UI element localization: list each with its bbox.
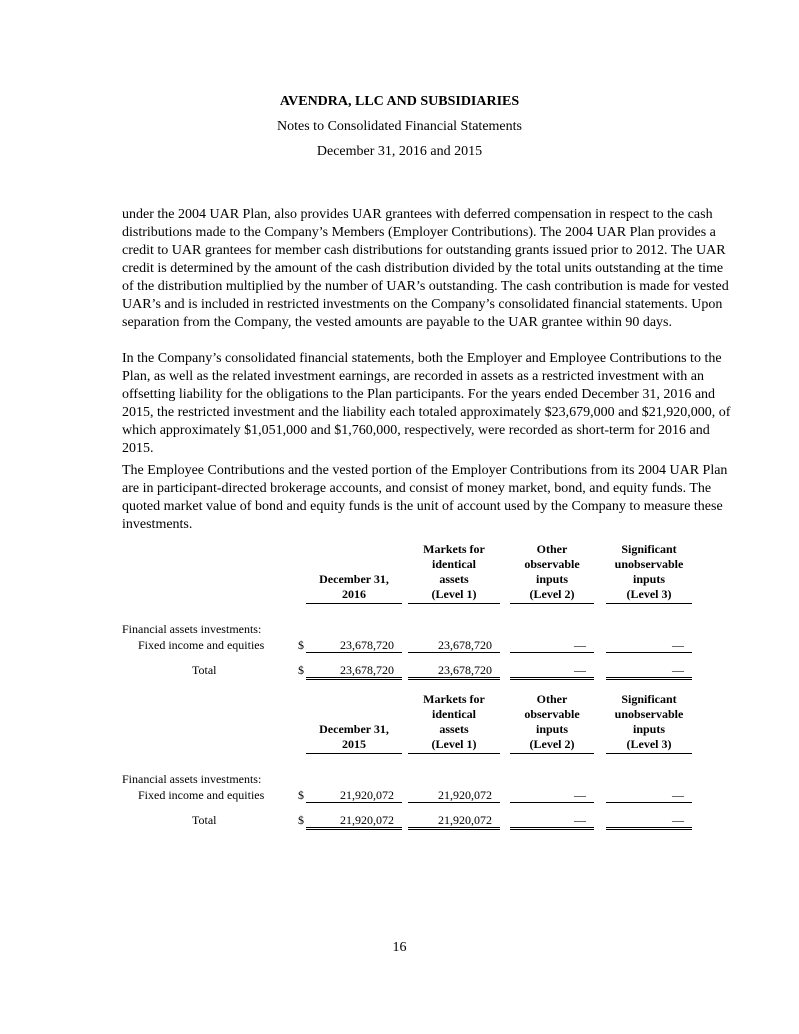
cell-fixed-level2: —	[510, 787, 594, 803]
cell-total-level2: —	[510, 812, 594, 830]
cell-total-level1: 23,678,720	[408, 662, 500, 680]
cell-total-total: 23,678,720	[306, 662, 402, 680]
col-header-date: December 31, 2016	[306, 542, 402, 604]
col-header-level2: Other observable inputs (Level 2)	[510, 692, 594, 754]
cell-fixed-level2: —	[510, 637, 594, 653]
col-header-level2: Other observable inputs (Level 2)	[510, 542, 594, 604]
cell-fixed-level3: —	[606, 637, 692, 653]
currency-symbol: $	[298, 788, 304, 802]
row-label-total: Total	[192, 813, 217, 827]
cell-total-level1: 21,920,072	[408, 812, 500, 830]
row-label-fixed-income: Fixed income and equities	[138, 638, 265, 652]
section-label: Financial assets investments:	[122, 772, 262, 786]
company-name: AVENDRA, LLC AND SUBSIDIARIES	[279, 94, 520, 109]
row-label-total: Total	[192, 663, 217, 677]
fair-value-table-2015	[122, 692, 702, 842]
row-label-fixed-income: Fixed income and equities	[138, 788, 265, 802]
currency-symbol: $	[298, 813, 304, 827]
col-header-date: December 31, 2015	[306, 692, 402, 754]
statement-period: December 31, 2016 and 2015	[316, 144, 483, 159]
section-label: Financial assets investments:	[122, 622, 262, 636]
statement-subtitle: Notes to Consolidated Financial Statements	[277, 119, 522, 134]
paragraph-restricted-investment: In the Company’s consolidated financial statements, both the Employer and Employee Contributions to the Plan, as well as the related investment earnings, are recorded in assets as a restricted investment with an offsetting liability for the obligations to the Plan participants. For the years ended December 31, 2016 and 2015, the restricted investment and the liability each totaled approximately $23,679,000 and $21,920,000, of which approximately $1,051,000 and $1,760,000, respectively, were recorded as short-term for 2016 and 2015.	[122, 351, 731, 456]
paragraph-uar-plan: under the 2004 UAR Plan, also provides UAR grantees with deferred compensation in respect to the cash distributions made to the Company’s Members (Employer Contributions). The 2004 UAR Plan provides a credit to UAR grantees for member cash distributions for outstanding grants issued prior to 2012. The UAR credit is determined by the amount of the cash distribution divided by the total units outstanding at the time of the distribution multiplied by the number of UAR’s outstanding. The cash contribution is made for vested UAR’s and is included in restricted investments on the Company’s consolidated financial statements. Upon separation from the Company, the vested amounts are payable to the UAR grantee within 90 days.	[122, 207, 729, 330]
col-header-level1: Markets for identical assets (Level 1)	[408, 542, 500, 604]
cell-total-level2: —	[510, 662, 594, 680]
paragraph-brokerage-accounts: The Employee Contributions and the vested portion of the Employer Contributions from its 2004 UAR Plan are in participant-directed brokerage accounts, and consist of money market, bond, and equity funds. The quoted market value of bond and equity funds is the unit of account used by the Company to measure these investments.	[122, 463, 728, 532]
fair-value-table-2016	[122, 542, 702, 692]
currency-symbol: $	[298, 663, 304, 677]
page-number: 16	[392, 940, 407, 955]
col-header-level1: Markets for identical assets (Level 1)	[408, 692, 500, 754]
col-header-level3: Significant unobservable inputs (Level 3)	[606, 542, 692, 604]
col-header-level3: Significant unobservable inputs (Level 3)	[606, 692, 692, 754]
cell-fixed-total: 21,920,072	[306, 787, 402, 803]
cell-total-level3: —	[606, 662, 692, 680]
cell-fixed-level1: 21,920,072	[408, 787, 500, 803]
cell-total-total: 21,920,072	[306, 812, 402, 830]
cell-fixed-level1: 23,678,720	[408, 637, 500, 653]
cell-total-level3: —	[606, 812, 692, 830]
cell-fixed-level3: —	[606, 787, 692, 803]
cell-fixed-total: 23,678,720	[306, 637, 402, 653]
currency-symbol: $	[298, 638, 304, 652]
